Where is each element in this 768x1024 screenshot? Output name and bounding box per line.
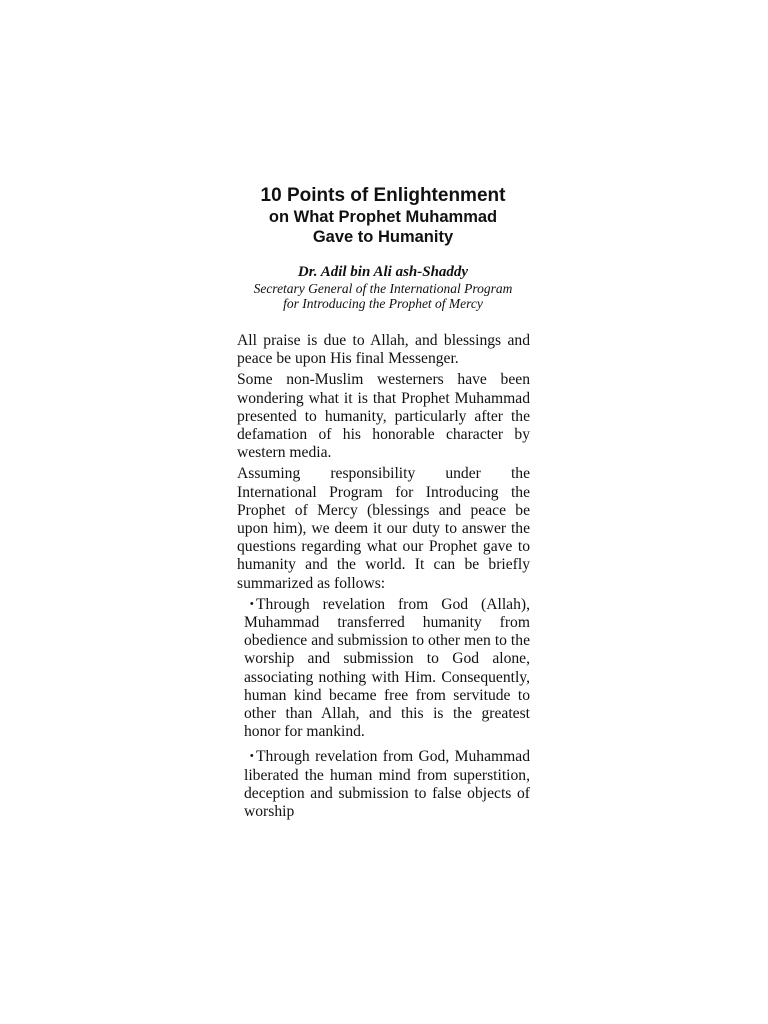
bullet-item-1 <box>244 596 530 742</box>
author-name: Dr. Adil bin Ali ash-Shaddy <box>297 264 469 280</box>
paragraph-intro: All praise is due to Allah, and blessings and peace be upon His final Messenger. <box>237 332 530 368</box>
bullet-mark: ・ <box>244 595 260 613</box>
title-line-2: on What Prophet Muhammad <box>268 208 498 226</box>
title-line-3: Gave to Humanity <box>312 228 454 246</box>
body-text <box>237 332 530 828</box>
bullet-mark: ・ <box>244 748 260 766</box>
author-block <box>230 263 536 311</box>
paragraph-question: Some non-Muslim westerners have been wondering what it is that Prophet Muhammad presented to humanity, particularly after the defamation of his honorable character by western media. <box>237 371 530 462</box>
document-title <box>230 185 536 247</box>
paragraph-responsibility: Assuming responsibility under the International Program for Introducing the Prophet of Mercy (blessings and peace be upon him), we deem it our duty to answer the questions regarding what our Prophet gave to humanity and the world. It can be briefly summarized as follows: <box>237 465 530 592</box>
bullet-item-2 <box>244 748 530 821</box>
bullet-text-1: Through revelation from God (Allah), Muhammad transferred humanity from obedience and submission to other men to the worship and submission to God alone, associating nothing with Him. Consequently, human kind became free from servitude to other than Allah, and this is the greatest honor for mankind. <box>244 595 530 741</box>
author-role-line-2: for Introducing the Prophet of Mercy <box>283 296 483 311</box>
title-line-1: 10 Points of Enlightenment <box>260 185 506 206</box>
bullet-text-2: Through revelation from God, Muhammad liberated the human mind from superstition, deception and submission to false objects of worship <box>244 748 530 821</box>
author-role-line-1: Secretary General of the International Program <box>253 281 513 296</box>
